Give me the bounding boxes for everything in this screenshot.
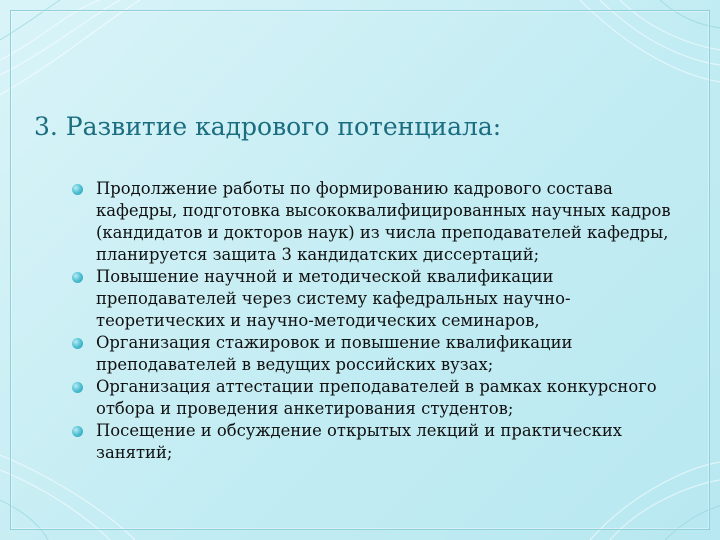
bullet-line: кафедры, подготовка высококвалифицированных научных кадров xyxy=(96,201,671,220)
bullet-dot-icon xyxy=(72,426,83,437)
bullet-line: Посещение и обсуждение открытых лекций и практических xyxy=(96,421,622,440)
bullet-line: Повышение научной и методической квалификации xyxy=(96,267,554,286)
bullet-line: Продолжение работы по формированию кадрового состава xyxy=(96,179,613,198)
bullet-dot-icon xyxy=(72,338,83,349)
bullet-line: теоретических и научно-методических семинаров, xyxy=(96,311,540,330)
bullet-dot-icon xyxy=(72,382,83,393)
bullet-line: Организация аттестации преподавателей в рамках конкурсного xyxy=(96,377,657,396)
bullet-item-open-lectures xyxy=(72,420,712,464)
bullet-line: отбора и проведения анкетирования студентов; xyxy=(96,399,514,418)
bullet-item-attestation xyxy=(72,376,712,420)
bullet-item-staff-formation xyxy=(72,178,712,266)
bullet-dot-icon xyxy=(72,184,83,195)
slide-title: 3. Развитие кадрового потенциала: xyxy=(34,112,502,141)
bullet-line: планируется защита 3 кандидатских диссертаций; xyxy=(96,245,540,264)
bullet-item-internships xyxy=(72,332,712,376)
bullet-line: (кандидатов и докторов наук) из числа преподавателей кафедры, xyxy=(96,223,669,242)
bullet-dot-icon xyxy=(72,272,83,283)
bullet-line: преподавателей в ведущих российских вузах; xyxy=(96,355,494,374)
bullet-line: занятий; xyxy=(96,443,173,462)
bullet-list xyxy=(72,178,712,464)
bullet-line: преподавателей через систему кафедральных научно- xyxy=(96,289,571,308)
bullet-line: Организация стажировок и повышение квалификации xyxy=(96,333,573,352)
bullet-item-qualification xyxy=(72,266,712,332)
